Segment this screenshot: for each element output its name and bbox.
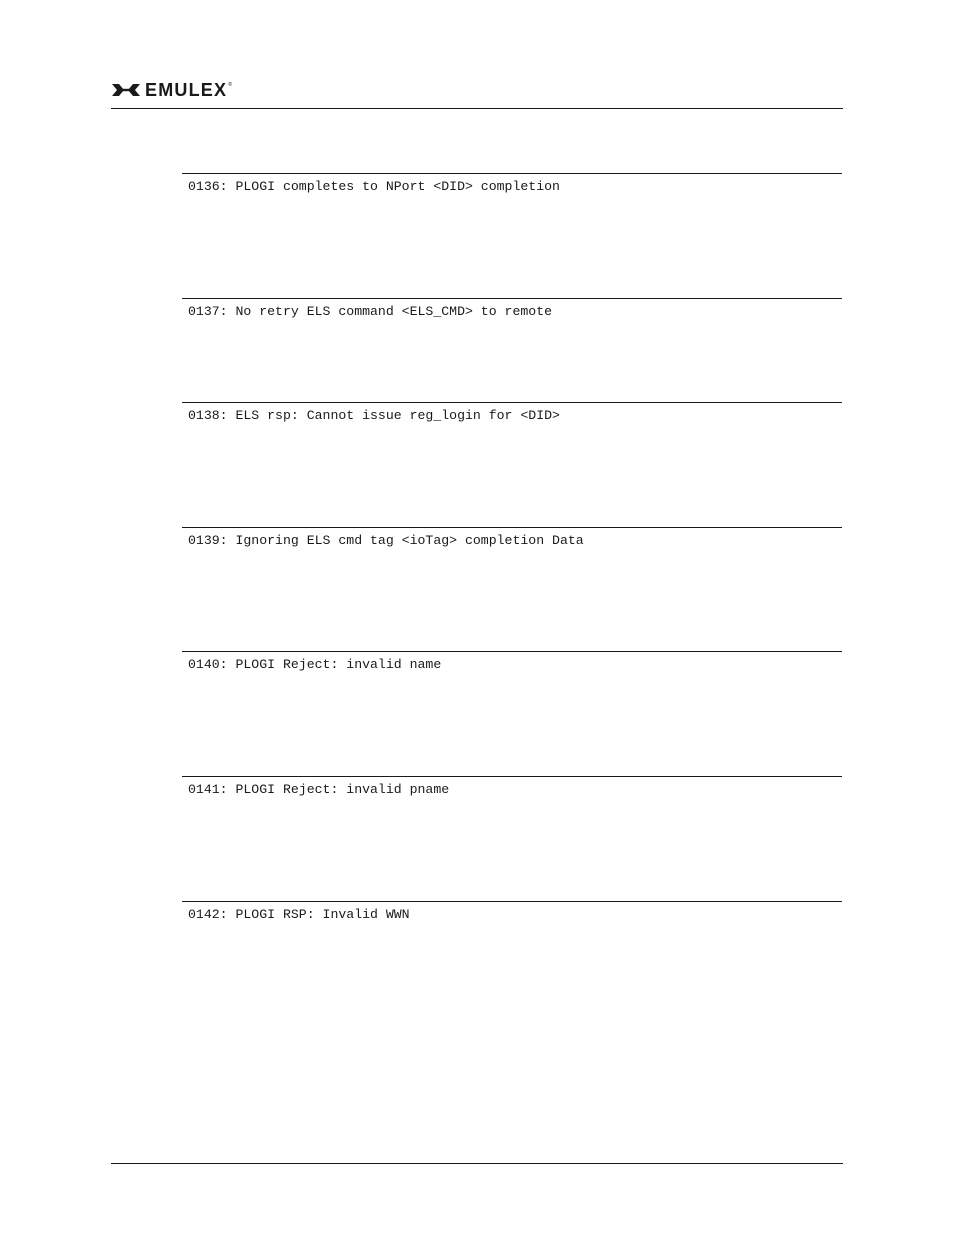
- message-entry-0141: [182, 776, 842, 798]
- message-title: 0139: Ignoring ELS cmd tag <ioTag> completion Data: [188, 533, 584, 548]
- logo-wordmark: EMULEX: [145, 80, 228, 100]
- message-title: 0136: PLOGI completes to NPort <DID> completion: [188, 179, 560, 194]
- emulex-logo: [111, 80, 232, 100]
- message-title: 0141: PLOGI Reject: invalid pname: [188, 782, 450, 797]
- footer-rule: [111, 1163, 843, 1164]
- message-entry-0137: [182, 298, 842, 320]
- message-entry-0139: [182, 527, 842, 549]
- message-title: 0140: PLOGI Reject: invalid name: [188, 657, 442, 672]
- message-entry-0138: [182, 402, 842, 424]
- message-title: 0137: No retry ELS command <ELS_CMD> to remote: [188, 304, 553, 319]
- emulex-mark-icon: [111, 82, 141, 98]
- logo-trademark: ®: [228, 82, 232, 88]
- message-entry-0140: [182, 651, 842, 673]
- message-entry-0136: [182, 173, 842, 195]
- message-title: 0138: ELS rsp: Cannot issue reg_login for <DID>: [188, 408, 560, 423]
- message-entry-0142: [182, 901, 842, 923]
- header-rule: [111, 108, 843, 109]
- message-title: 0142: PLOGI RSP: Invalid WWN: [188, 907, 410, 922]
